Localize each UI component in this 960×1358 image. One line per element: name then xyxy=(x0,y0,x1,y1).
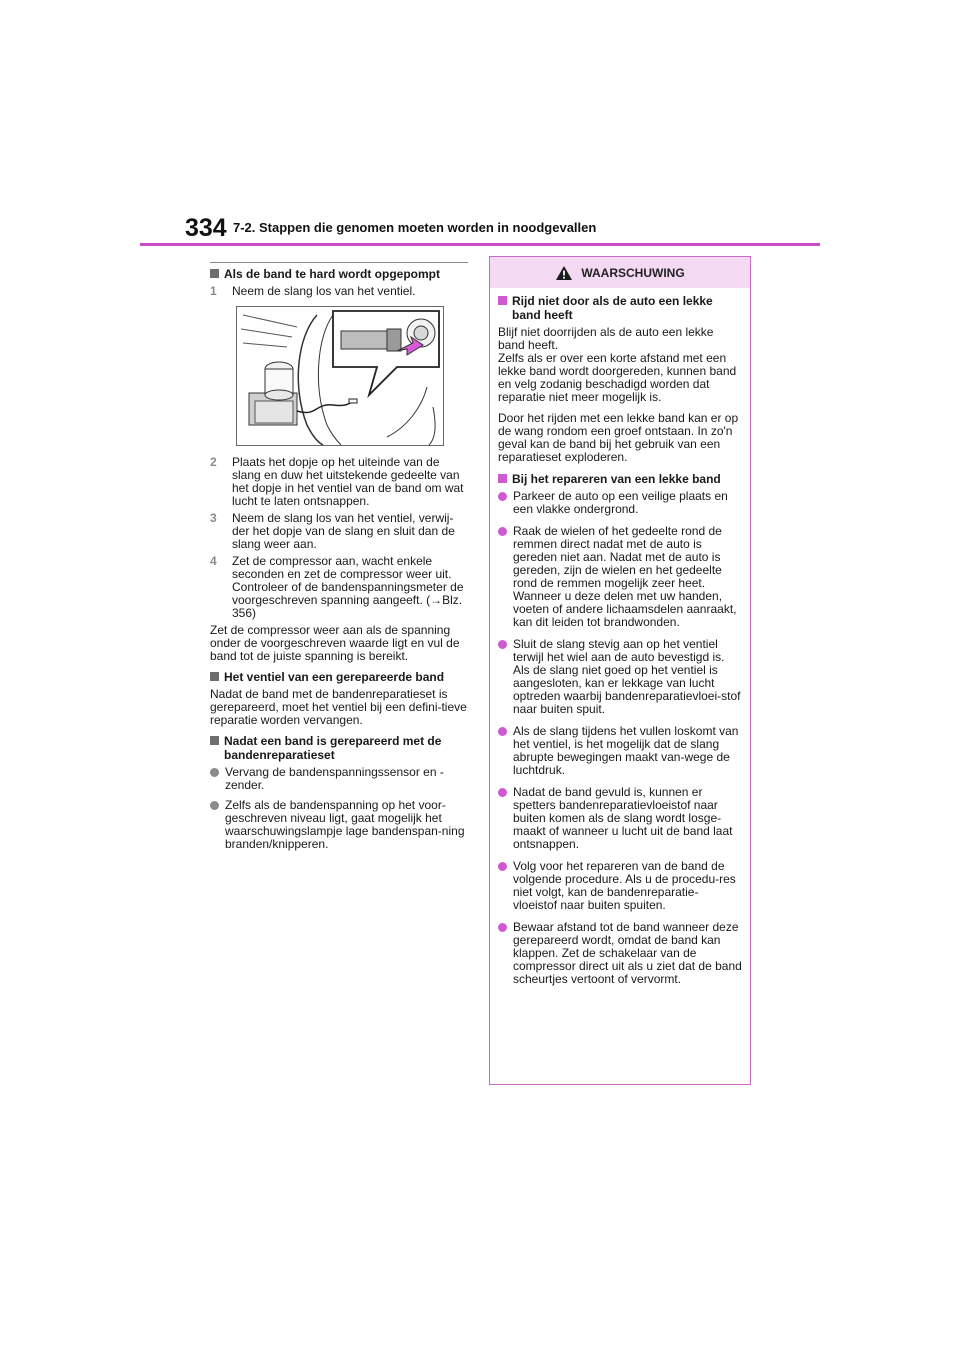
section-divider xyxy=(210,262,468,263)
list-item: Als de slang tijdens het vullen loskomt van het ventiel, is het mogelijk dat de slang abrupte bewegingen maakt van-wege de luchtdruk. xyxy=(498,725,742,777)
section-heading: Bij het repareren van een lekke band xyxy=(498,472,742,486)
circle-bullet-icon xyxy=(498,862,507,871)
step-text: Neem de slang los van het ventiel. xyxy=(232,284,416,298)
list-item: Sluit de slang stevig aan op het ventiel terwijl het wiel aan de auto bevestigd is. Als de slang niet goed op het ventiel is aangesloten, kan er lekkage van lucht optreden waarbij bandenreparatievloei-stof naar buiten spuit. xyxy=(498,638,742,716)
circle-bullet-icon xyxy=(498,788,507,797)
warning-triangle-icon xyxy=(555,265,573,281)
header-title: 7-2. Stappen die genomen moeten worden in noodgevallen xyxy=(233,220,597,235)
section-heading: Nadat een band is gerepareerd met de bandenreparatieset xyxy=(210,734,468,762)
step-item xyxy=(210,285,468,298)
step-number: 3 xyxy=(210,511,217,525)
body-paragraph: Blijf niet doorrijden als de auto een lekke band heeft. Zelfs als er over een korte afstand met een lekke band wordt doorgereden, kunnen band en velg zodanig beschadigd worden dat reparatie niet meer mogelijk is. xyxy=(498,325,737,404)
header-rule xyxy=(140,243,820,246)
section-heading: Als de band te hard wordt opgepompt xyxy=(210,267,468,281)
warning-box xyxy=(489,256,751,1085)
tire-compressor-drawing xyxy=(237,307,443,445)
step-number: 1 xyxy=(210,284,217,298)
list-item: Zelfs als de bandenspanning op het voor-geschreven niveau ligt, gaat mogelijk het waarschuwingslampje lage bandenspan-ning branden/knipperen. xyxy=(210,799,468,851)
step-item xyxy=(210,555,468,620)
step-item xyxy=(210,512,468,551)
step-number: 2 xyxy=(210,455,217,469)
body-paragraph: Zet de compressor weer aan als de spanning onder de voorgeschreven waarde ligt en vul de band tot de juiste spanning is bereikt. xyxy=(210,623,460,663)
circle-bullet-icon xyxy=(210,801,219,810)
step-text: Zet de compressor aan, wacht enkele seconden en zet de compressor weer uit. Controleer of de bandenspanningsmeter de voorgeschreven spanning aangeeft. (→Blz. 356) xyxy=(232,554,464,620)
square-bullet-icon xyxy=(210,269,219,278)
square-bullet-icon xyxy=(498,474,507,483)
body-paragraph: Door het rijden met een lekke band kan er op de wang rondom een groef ontstaan. In zo'n geval kan de band bij het gebruik van een reparatieset exploderen. xyxy=(498,411,739,464)
step-text: Plaats het dopje op het uiteinde van de slang en duw het uitstekende gedeelte van het dopje in het ventiel van de band om wat lucht te laten ontsnappen. xyxy=(232,455,464,508)
list-item: Raak de wielen of het gedeelte rond de remmen direct nadat met de auto is gereden niet aan. Nadat met de auto is gereden, zijn de wielen en het gedeelte rond de remmen mogelijk zeer heet. Wanneer u deze delen met uw handen, voeten of andere lichaamsdelen aanraakt, kan dit leiden tot brandwonden. xyxy=(498,525,742,629)
circle-bullet-icon xyxy=(498,527,507,536)
left-column xyxy=(210,262,468,858)
section-heading: Het ventiel van een gerepareerde band xyxy=(210,670,468,684)
circle-bullet-icon xyxy=(498,492,507,501)
step-number: 4 xyxy=(210,554,217,568)
square-bullet-icon xyxy=(210,736,219,745)
step-text: Neem de slang los van het ventiel, verwij-der het dopje van de slang en sluit dan de slang weer aan. xyxy=(232,511,455,551)
circle-bullet-icon xyxy=(210,768,219,777)
warning-header xyxy=(490,257,750,288)
page-number: 334 xyxy=(185,214,227,242)
warning-body xyxy=(490,288,750,986)
square-bullet-icon xyxy=(210,672,219,681)
list-item: Nadat de band gevuld is, kunnen er spetters bandenreparatievloeistof naar buiten komen als de slang wordt losge-maakt of wanneer u lucht uit de band laat ontsnappen. xyxy=(498,786,742,851)
circle-bullet-icon xyxy=(498,727,507,736)
list-item: Bewaar afstand tot de band wanneer deze gerepareerd wordt, omdat de band kan klappen. Zet de schakelaar van de compressor direct uit als u ziet dat de band scheurtjes vertoont of vervormt. xyxy=(498,921,742,986)
circle-bullet-icon xyxy=(498,923,507,932)
compressor-hose-illustration xyxy=(236,306,444,446)
warning-label: WAARSCHUWING xyxy=(581,265,685,280)
list-item: Volg voor het repareren van de band de volgende procedure. Als u de procedu-res niet volgt, kan de bandenreparatie-vloeistof naar buiten spuiten. xyxy=(498,860,742,912)
body-paragraph: Nadat de band met de bandenreparatieset is gerepareerd, moet het ventiel bij een defini-tieve reparatie worden vervangen. xyxy=(210,687,467,727)
section-heading: Rijd niet door als de auto een lekke band heeft xyxy=(498,294,742,322)
square-bullet-icon xyxy=(498,296,507,305)
list-item: Vervang de bandenspanningssensor en -zender. xyxy=(210,766,468,792)
circle-bullet-icon xyxy=(498,640,507,649)
step-item xyxy=(210,456,468,508)
list-item: Parkeer de auto op een veilige plaats en een vlakke ondergrond. xyxy=(498,490,742,516)
